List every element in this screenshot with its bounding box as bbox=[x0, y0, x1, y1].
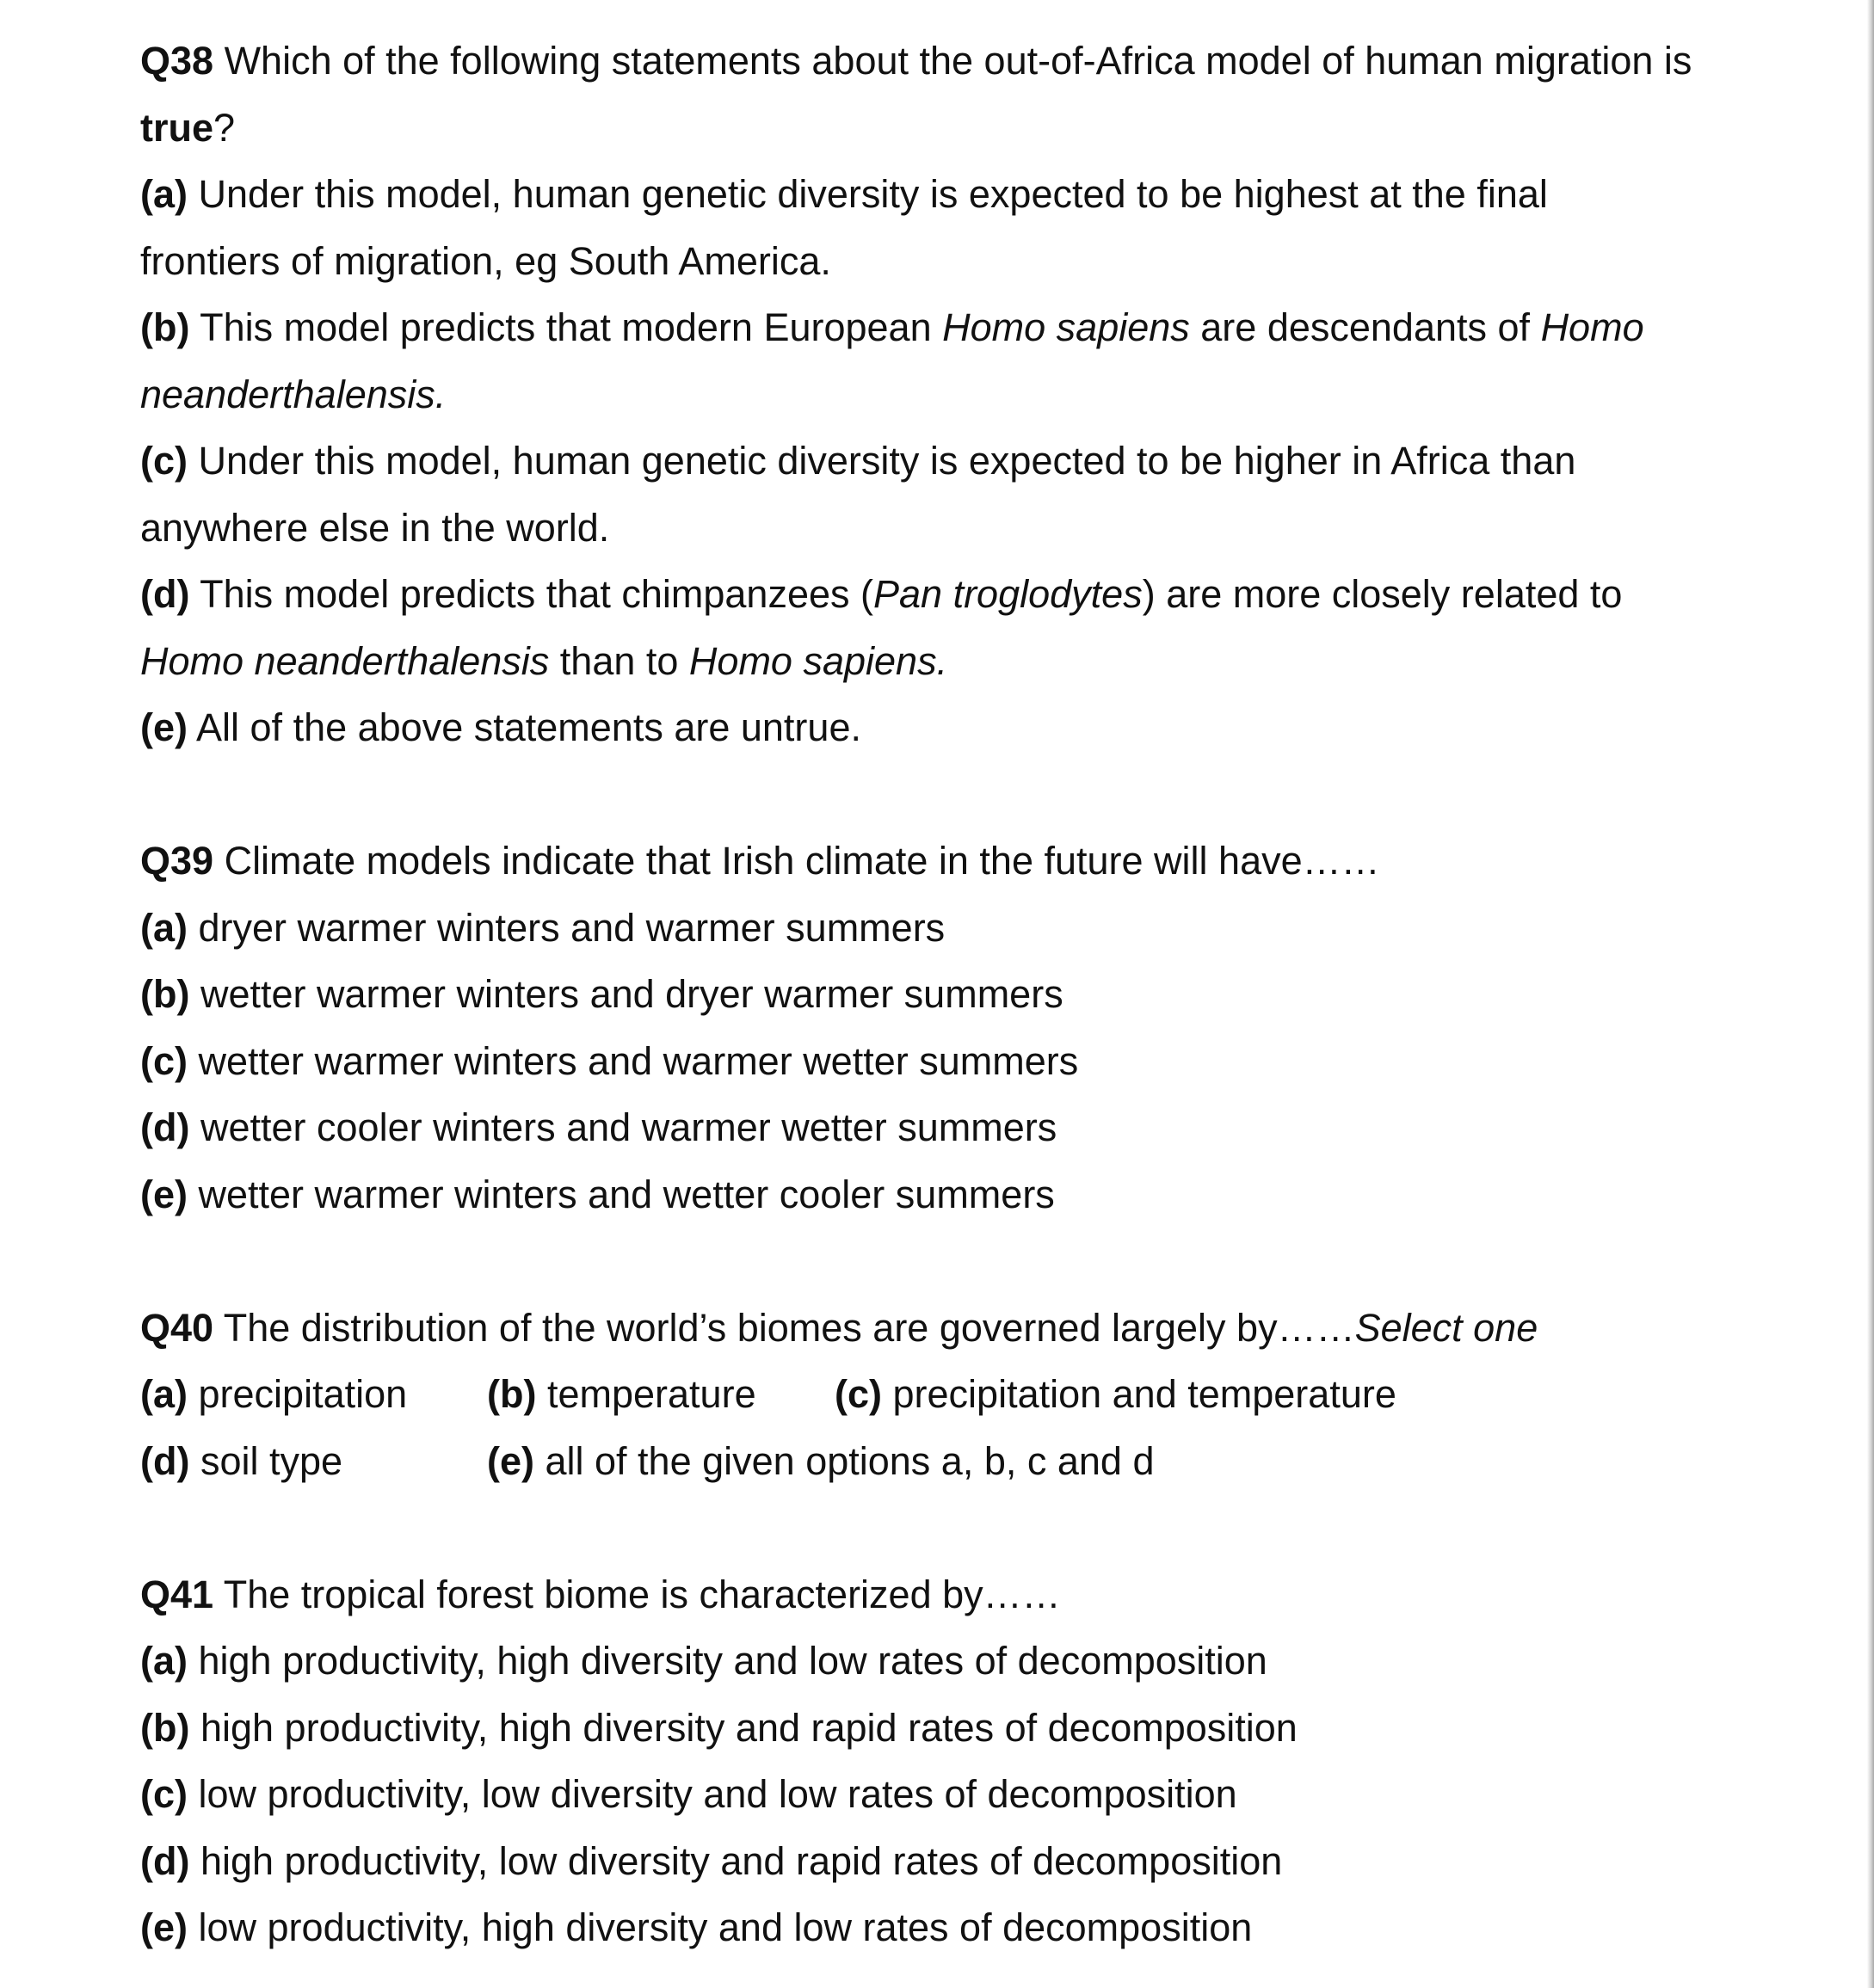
q40-options-row2 bbox=[140, 1428, 1775, 1495]
q39-option-b-text: wetter warmer winters and dryer warmer summers bbox=[189, 972, 1063, 1016]
q39-option-a bbox=[140, 895, 1775, 962]
q40-option-c-text: precipitation and temperature bbox=[882, 1372, 1396, 1416]
q38-option-e-text: All of the above statements are untrue. bbox=[188, 705, 861, 749]
q41-option-d-label: (d) bbox=[140, 1838, 190, 1883]
q38-option-d-text1: This model predicts that chimpanzees ( bbox=[189, 572, 873, 616]
q40-option-b-text: temperature bbox=[536, 1372, 756, 1416]
q41-option-c bbox=[140, 1761, 1775, 1828]
q38-option-c-line1 bbox=[140, 428, 1775, 495]
spacer bbox=[140, 761, 1775, 828]
q40-options-row1 bbox=[140, 1361, 1775, 1428]
q38-option-b-line1 bbox=[140, 294, 1775, 361]
q38-option-c-label: (c) bbox=[140, 439, 188, 483]
q41-option-d bbox=[140, 1828, 1775, 1895]
q38-option-b-text2: are descendants of bbox=[1189, 305, 1541, 349]
q38-option-c-line2 bbox=[140, 495, 1775, 562]
q38-stem-bold: true bbox=[140, 105, 214, 150]
q38-option-b-label: (b) bbox=[140, 305, 190, 349]
q38-option-b-italic1: Homo sapiens bbox=[942, 305, 1190, 349]
spacer bbox=[140, 1494, 1775, 1561]
q41-option-b bbox=[140, 1695, 1775, 1762]
q41-option-c-text: low productivity, low diversity and low rates of decomposition bbox=[188, 1772, 1237, 1816]
q38-option-d-italic2: Homo neanderthalensis bbox=[140, 638, 550, 683]
q38-stem-line1 bbox=[140, 28, 1775, 95]
q41-option-b-label: (b) bbox=[140, 1705, 190, 1750]
q39-stem-line bbox=[140, 828, 1775, 895]
q38-option-d-italic1: Pan troglodytes bbox=[873, 572, 1143, 616]
q41-stem-text: The tropical forest biome is characterized by…… bbox=[213, 1572, 1061, 1616]
q38-stem-end: ? bbox=[213, 105, 236, 150]
q39-option-d bbox=[140, 1094, 1775, 1161]
q39-option-c-label: (c) bbox=[140, 1038, 188, 1083]
q40-option-b bbox=[487, 1361, 756, 1428]
q40-option-a bbox=[140, 1361, 407, 1428]
q38-number: Q38 bbox=[140, 39, 214, 83]
page-edge-shadow bbox=[1867, 0, 1874, 1988]
question-content bbox=[140, 28, 1775, 1961]
q39-option-e-label: (e) bbox=[140, 1172, 188, 1216]
q39-option-c bbox=[140, 1028, 1775, 1095]
q39-option-c-text: wetter warmer winters and warmer wetter summers bbox=[188, 1038, 1079, 1083]
q40-option-d-label: (d) bbox=[140, 1438, 190, 1483]
q41-option-b-text: high productivity, high diversity and rapid rates of decomposition bbox=[189, 1705, 1298, 1750]
q38-option-c-text2: anywhere else in the world. bbox=[140, 505, 610, 550]
q38-stem-text: Which of the following statements about the out-of-Africa model of human migration is bbox=[213, 39, 1692, 83]
q40-stem-italic: Select one bbox=[1354, 1305, 1538, 1350]
q40-option-c bbox=[835, 1361, 1396, 1428]
q38-option-d-line1 bbox=[140, 561, 1775, 628]
q38-option-d-text2: ) are more closely related to bbox=[1142, 572, 1623, 616]
q39-option-e-text: wetter warmer winters and wetter cooler summers bbox=[188, 1172, 1055, 1216]
q39-number: Q39 bbox=[140, 839, 214, 883]
q38-option-d-italic3: Homo sapiens. bbox=[688, 638, 948, 683]
question-q39 bbox=[140, 828, 1775, 1228]
q39-option-b bbox=[140, 961, 1775, 1028]
q41-option-e-label: (e) bbox=[140, 1905, 188, 1949]
question-q41 bbox=[140, 1561, 1775, 1961]
q40-option-a-text: precipitation bbox=[188, 1372, 408, 1416]
q41-option-e-text: low productivity, high diversity and low rates of decomposition bbox=[188, 1905, 1253, 1949]
q39-option-d-label: (d) bbox=[140, 1105, 190, 1149]
q38-option-a-line1 bbox=[140, 161, 1775, 228]
q38-option-b-text1: This model predicts that modern European bbox=[189, 305, 943, 349]
q39-option-a-label: (a) bbox=[140, 905, 188, 950]
q40-stem-text: The distribution of the world’s biomes are governed largely by…… bbox=[213, 1305, 1355, 1350]
q39-option-a-text: dryer warmer winters and warmer summers bbox=[188, 905, 946, 950]
q40-option-e-label: (e) bbox=[487, 1438, 534, 1483]
q40-option-c-label: (c) bbox=[835, 1372, 882, 1416]
q38-option-b-line2 bbox=[140, 361, 1775, 428]
q40-stem-line bbox=[140, 1295, 1775, 1362]
q41-option-a-label: (a) bbox=[140, 1639, 188, 1683]
q38-option-e-line bbox=[140, 694, 1775, 761]
q41-option-d-text: high productivity, low diversity and rapid rates of decomposition bbox=[189, 1838, 1283, 1883]
q41-option-c-label: (c) bbox=[140, 1772, 188, 1816]
q38-option-c-text1: Under this model, human genetic diversity is expected to be higher in Africa than bbox=[188, 439, 1576, 483]
q38-option-d-text3: than to bbox=[549, 638, 689, 683]
q40-option-e-text: all of the given options a, b, c and d bbox=[534, 1438, 1155, 1483]
q40-option-d bbox=[140, 1428, 342, 1495]
q40-number: Q40 bbox=[140, 1305, 214, 1350]
q41-option-e bbox=[140, 1894, 1775, 1961]
q41-option-a-text: high productivity, high diversity and low rates of decomposition bbox=[188, 1639, 1267, 1683]
q38-option-a-text2: frontiers of migration, eg South America. bbox=[140, 238, 831, 283]
q39-option-b-label: (b) bbox=[140, 972, 190, 1016]
q39-stem-text: Climate models indicate that Irish climate in the future will have…… bbox=[213, 839, 1380, 883]
q39-option-e bbox=[140, 1161, 1775, 1228]
q38-option-a-label: (a) bbox=[140, 172, 188, 216]
q40-option-d-text: soil type bbox=[189, 1438, 343, 1483]
q41-stem-line bbox=[140, 1561, 1775, 1628]
q38-option-b-italic3: neanderthalensis. bbox=[140, 372, 447, 416]
q38-option-a-text1: Under this model, human genetic diversity is expected to be highest at the final bbox=[188, 172, 1548, 216]
spacer bbox=[140, 1228, 1775, 1295]
q38-option-b-italic2: Homo bbox=[1540, 305, 1644, 349]
q38-stem-line2 bbox=[140, 95, 1775, 162]
q38-option-e-label: (e) bbox=[140, 705, 188, 749]
q38-option-d-line2 bbox=[140, 628, 1775, 695]
q40-option-b-label: (b) bbox=[487, 1372, 537, 1416]
q38-option-a-line2 bbox=[140, 228, 1775, 295]
q40-option-a-label: (a) bbox=[140, 1372, 188, 1416]
question-q38 bbox=[140, 28, 1775, 761]
q41-number: Q41 bbox=[140, 1572, 214, 1616]
q40-option-e bbox=[487, 1428, 1154, 1495]
question-q40 bbox=[140, 1295, 1775, 1495]
q41-option-a bbox=[140, 1628, 1775, 1695]
q38-option-d-label: (d) bbox=[140, 572, 190, 616]
q39-option-d-text: wetter cooler winters and warmer wetter summers bbox=[189, 1105, 1057, 1149]
